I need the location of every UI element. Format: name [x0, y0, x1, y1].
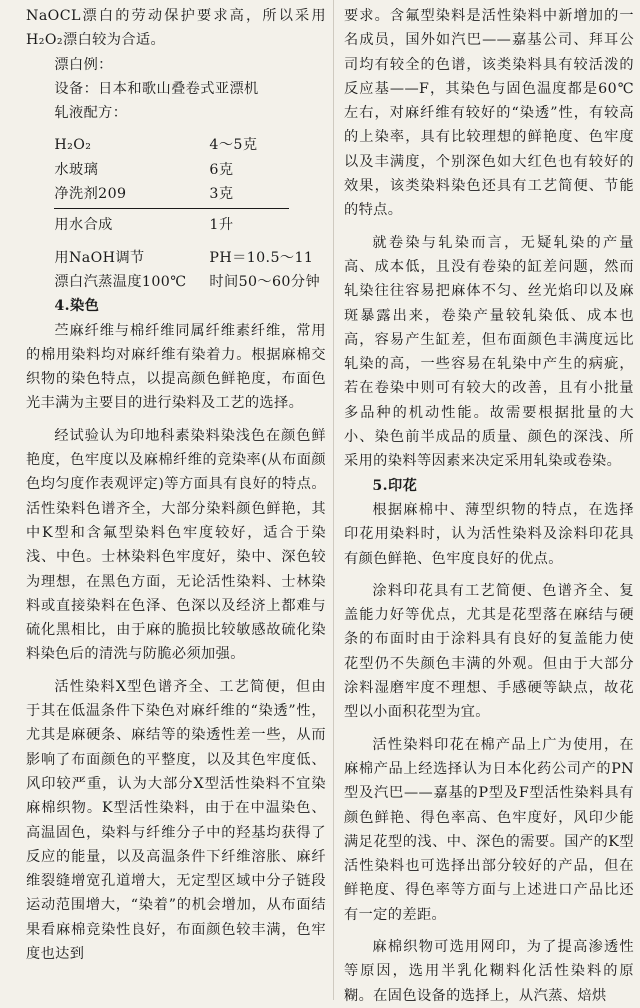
recipe-name: 净洗剂209: [54, 186, 127, 203]
paragraph: 活性染料X型色谱齐全、工艺简便，但由于其在低温条件下染色对麻纤维的“染透”性，尤其是麻硬条、麻结等的染透性差一些，从而影响了布面颜色的平整度，以及其色牢度低、风印较严重，认为大部分X型活性染料不宜染麻棉织物。K型活性染料，由于在中温染色、高温固色，染料与纤维分子中的羟基均获得了反应的能量，以及高温条件下纤维溶胀、麻纤维裂缝增宽孔道增大，无定型区域中分子链段运动范围增大，“染着”的机会增加，从布面结果看麻棉竞染性良好，布面颜色较丰满，色牢度也达到: [26, 678, 326, 962]
recipe-title: 轧液配方：: [54, 105, 128, 122]
recipe-name: 用NaOH调节: [54, 249, 145, 266]
recipe-amount: 6克: [209, 161, 234, 178]
recipe-name: 水玻璃: [54, 161, 99, 178]
paragraph: 就卷染与轧染而言，无疑轧染的产量高、成本低，且没有卷染的缸差问题，然而轧染往往容易把麻体不匀、丝光焰印以及麻斑暴露出来，卷染产量较轧染低、成本也高，容易产生缸差，但布面颜色丰满度远比轧染的高，一些容易在轧染中产生的病疵，若在卷染中则可有较大的改善，且有小批量多品种的机动性能。故需要根据批量的大小、染色前半成品的质量、颜色的深浅、所采用的染料等因素来决定采用轧染或卷染。: [344, 234, 634, 470]
paragraph: 活性染料印花在棉产品上广为使用，在麻棉产品上经选择认为日本化药公司产的PN型及汽巴——嘉基的P型及F型活性染料具有颜色鲜艳、得色率高、色牢度好，风印少能满足花型的浅、中、深色的需要。国产的K型活性染料也可选择出部分较好的产品，但在鲜艳度、得色率等方面与上述进口产品比还有一定的差距。: [344, 736, 634, 923]
paragraph: NaOCL漂白的劳动保护要求高，所以采用H₂O₂漂白较为合适。: [26, 8, 326, 49]
paragraph: 经试验认为印地科素染料染浅色在颜色鲜艳度，色牢度以及麻棉纤维的竞染率(从布面颜色均匀度作表观评定)等方面具有良好的特点。活性染料色谱齐全，大部分染料颜色鲜艳，其中K型和含氟型染料色牢度较好，适合于染浅、中色。士林染料色牢度好，染中、深色较为理想，在黑色方面，无论活性染料、士林染料或直接染料在色泽、色深以及经济上都难与硫化黑相比，由于麻的脆损比较敏感故硫化染料染色后的清洗与防脆必须加强。: [26, 427, 326, 663]
section-heading: 4.染色: [54, 298, 100, 315]
recipe-name: H₂O₂: [54, 137, 92, 154]
equipment-line: 设备：日本和歌山叠卷式亚漂机: [54, 80, 259, 97]
recipe-row: [26, 133, 326, 157]
recipe-name: 漂白汽蒸温度100℃: [54, 273, 187, 290]
recipe-row: [26, 158, 326, 182]
column-divider: [333, 0, 334, 1000]
recipe-amount: 4～5克: [209, 137, 258, 154]
right-column: [344, 4, 634, 1008]
recipe-name: 用水合成: [54, 217, 113, 234]
example-title: 漂白例：: [54, 56, 113, 73]
recipe-row: [26, 182, 326, 206]
paragraph: 麻棉织物可选用网印，为了提高渗透性等原因，选用半乳化糊料化活性染料的原糊。在固色设备的选择上，从汽蒸、焙烘: [344, 938, 634, 1004]
paragraph: 要求。含氟型染料是活性染料中新增加的一名成员，国外如汽巴——嘉基公司、拜耳公司均有较全的色谱，该类染料具有较活泼的反应基——F，其染色与固色温度都是60℃左右，对麻纤维有较好的“染透”性，有较高的上染率，具有比较理想的鲜艳度、色牢度以及丰满度，个别深色如大红色也有较好的效果，该类染料染色还具有工艺简便、节能的特点。: [344, 8, 634, 219]
recipe-row: [26, 213, 326, 237]
recipe-amount: PH＝10.5～11: [209, 249, 314, 266]
recipe-row: [26, 270, 326, 294]
paragraph: 涂料印花具有工艺简便、色谱齐全、复盖能力好等优点，尤其是花型落在麻结与硬条的布面时由于涂料具有良好的复盖能力使花型仍不失颜色丰满的外观。但由于大部分涂料湿磨牢度不理想、手感硬等缺点，故花型以小面积花型为宜。: [344, 582, 634, 721]
left-column: [26, 4, 326, 966]
paragraph: 根据麻棉中、薄型织物的特点，在选择印花用染料时，认为活性染料及涂料印花具有颜色鲜艳、色牢度良好的优点。: [344, 501, 634, 567]
paragraph: 苎麻纤维与棉纤维同属纤维素纤维，常用的棉用染料均对麻纤维有染着力。根据麻棉交织物的染色特点，以提高颜色鲜艳度，布面色光丰满为主要目的进行染料及工艺的选择。: [26, 322, 326, 412]
divider: [54, 208, 289, 209]
recipe-row: [26, 246, 326, 270]
recipe-amount: 时间50～60分钟: [209, 273, 321, 290]
section-heading: 5.印花: [372, 477, 418, 494]
recipe-amount: 1升: [209, 217, 234, 234]
recipe-amount: 3克: [209, 186, 234, 203]
